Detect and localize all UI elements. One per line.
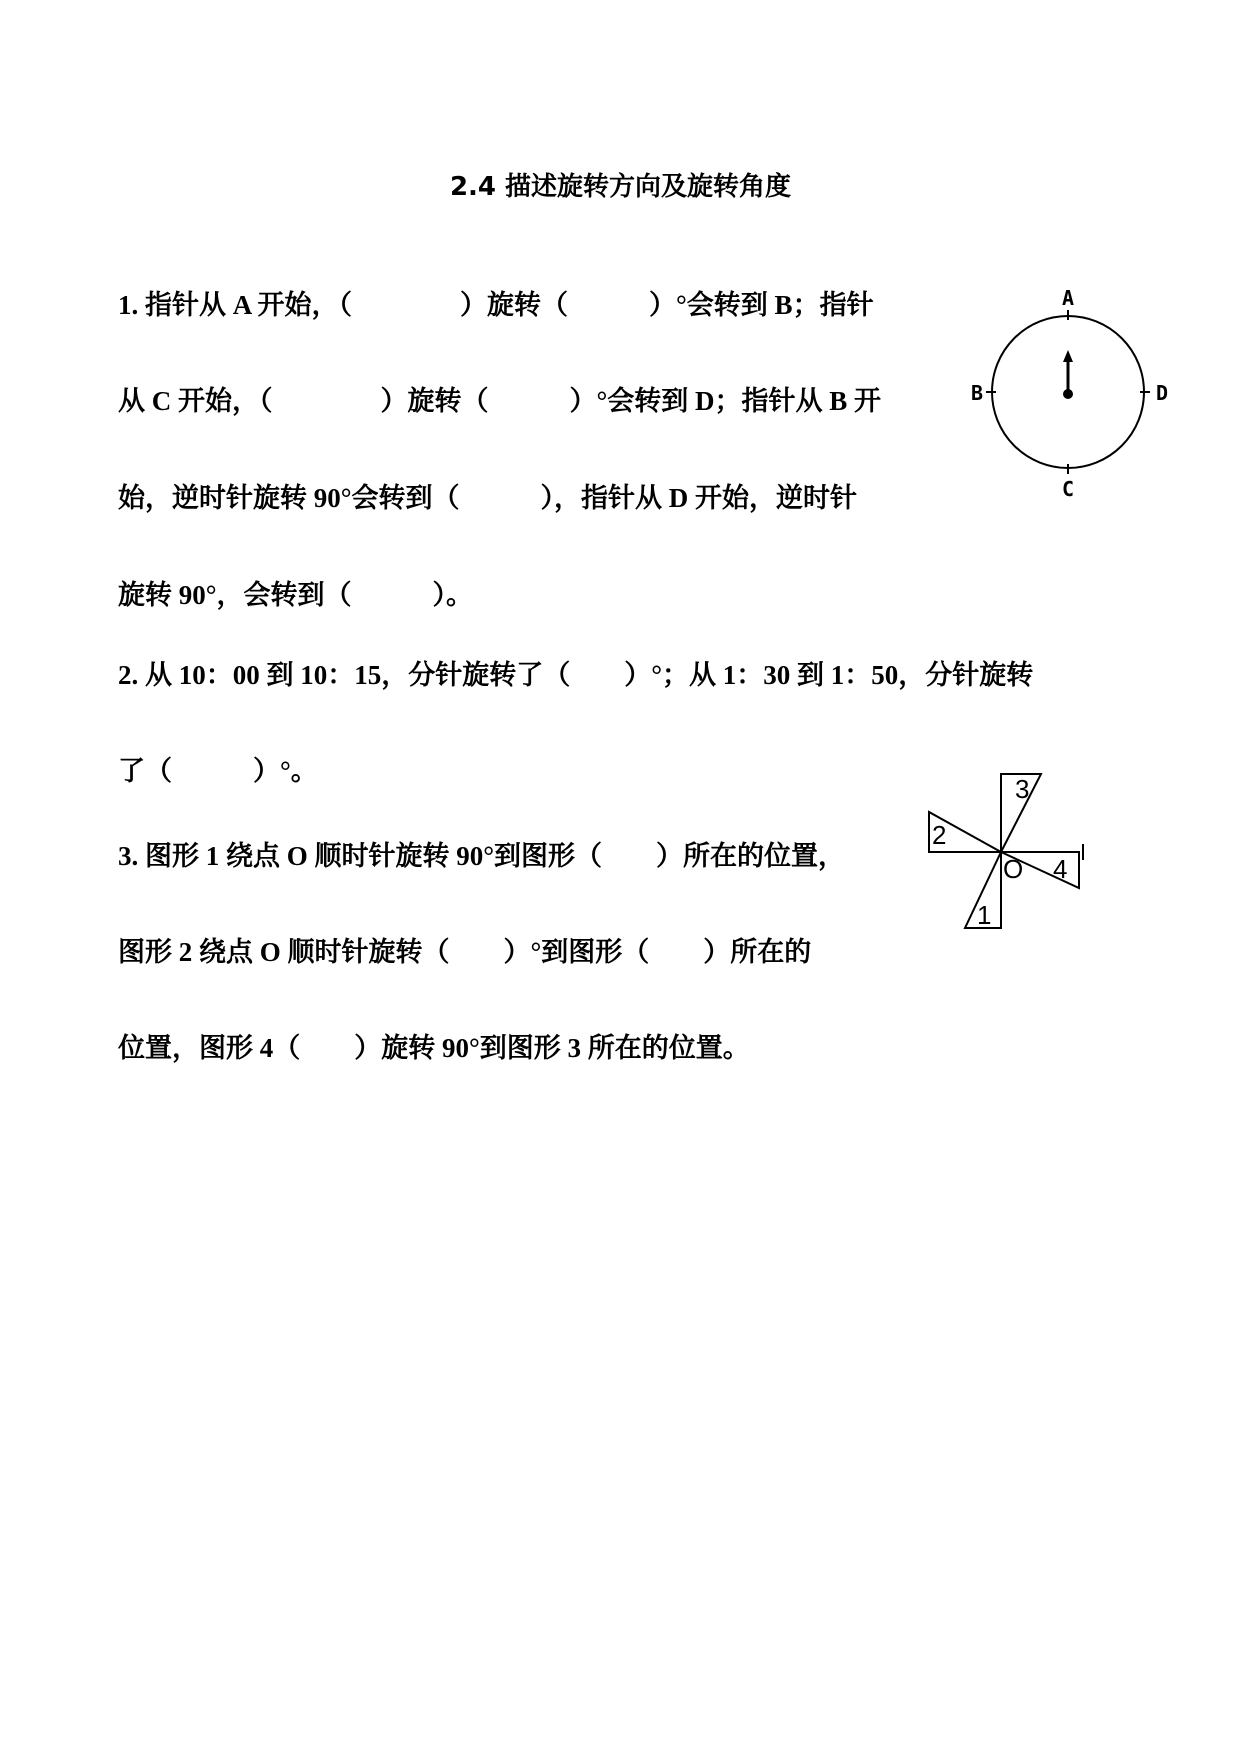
dial-label-c: C bbox=[1061, 477, 1075, 501]
dial-label-d: D bbox=[1155, 381, 1169, 405]
q2-line-2: 了（ ）°。 bbox=[118, 756, 318, 786]
q1-line-2: 从 C 开始，（ ）旋转（ ）°会转到 D；指针从 B 开 bbox=[118, 386, 882, 416]
triangle-2-label: 2 bbox=[932, 820, 947, 850]
dial-figure bbox=[968, 282, 1178, 507]
dial-label-a: A bbox=[1061, 286, 1075, 310]
q3-line-3: 位置，图形 4（ ）旋转 90°到图形 3 所在的位置。 bbox=[118, 1033, 750, 1063]
q3-line-2: 图形 2 绕点 O 顺时针旋转（ ）°到图形（ ）所在的 bbox=[118, 937, 812, 967]
center-label-o: O bbox=[1003, 854, 1024, 884]
q1-line-4: 旋转 90°，会转到（ ）。 bbox=[118, 580, 474, 610]
pointer-arrowhead bbox=[1063, 350, 1073, 362]
page-title: 2.4 描述旋转方向及旋转角度 bbox=[449, 172, 792, 202]
triangle-1-label: 1 bbox=[977, 900, 992, 930]
triangle-4-label: 4 bbox=[1053, 854, 1068, 884]
pinwheel-figure bbox=[915, 768, 1095, 938]
dial-label-b: B bbox=[970, 381, 984, 405]
dial-center-dot bbox=[1063, 389, 1073, 399]
triangle-3-label: 3 bbox=[1015, 774, 1030, 804]
q1-line-1: 1. 指针从 A 开始，（ ）旋转（ ）°会转到 B；指针 bbox=[118, 290, 874, 320]
q3-line-1: 3. 图形 1 绕点 O 顺时针旋转 90°到图形（ ）所在的位置， bbox=[118, 841, 846, 871]
q1-line-3: 始，逆时针旋转 90°会转到（ ），指针从 D 开始，逆时针 bbox=[118, 483, 858, 513]
q2-line-1: 2. 从 10：00 到 10：15，分针旋转了（ ）°；从 1：30 到 1：50，分针旋转 bbox=[118, 660, 1034, 690]
